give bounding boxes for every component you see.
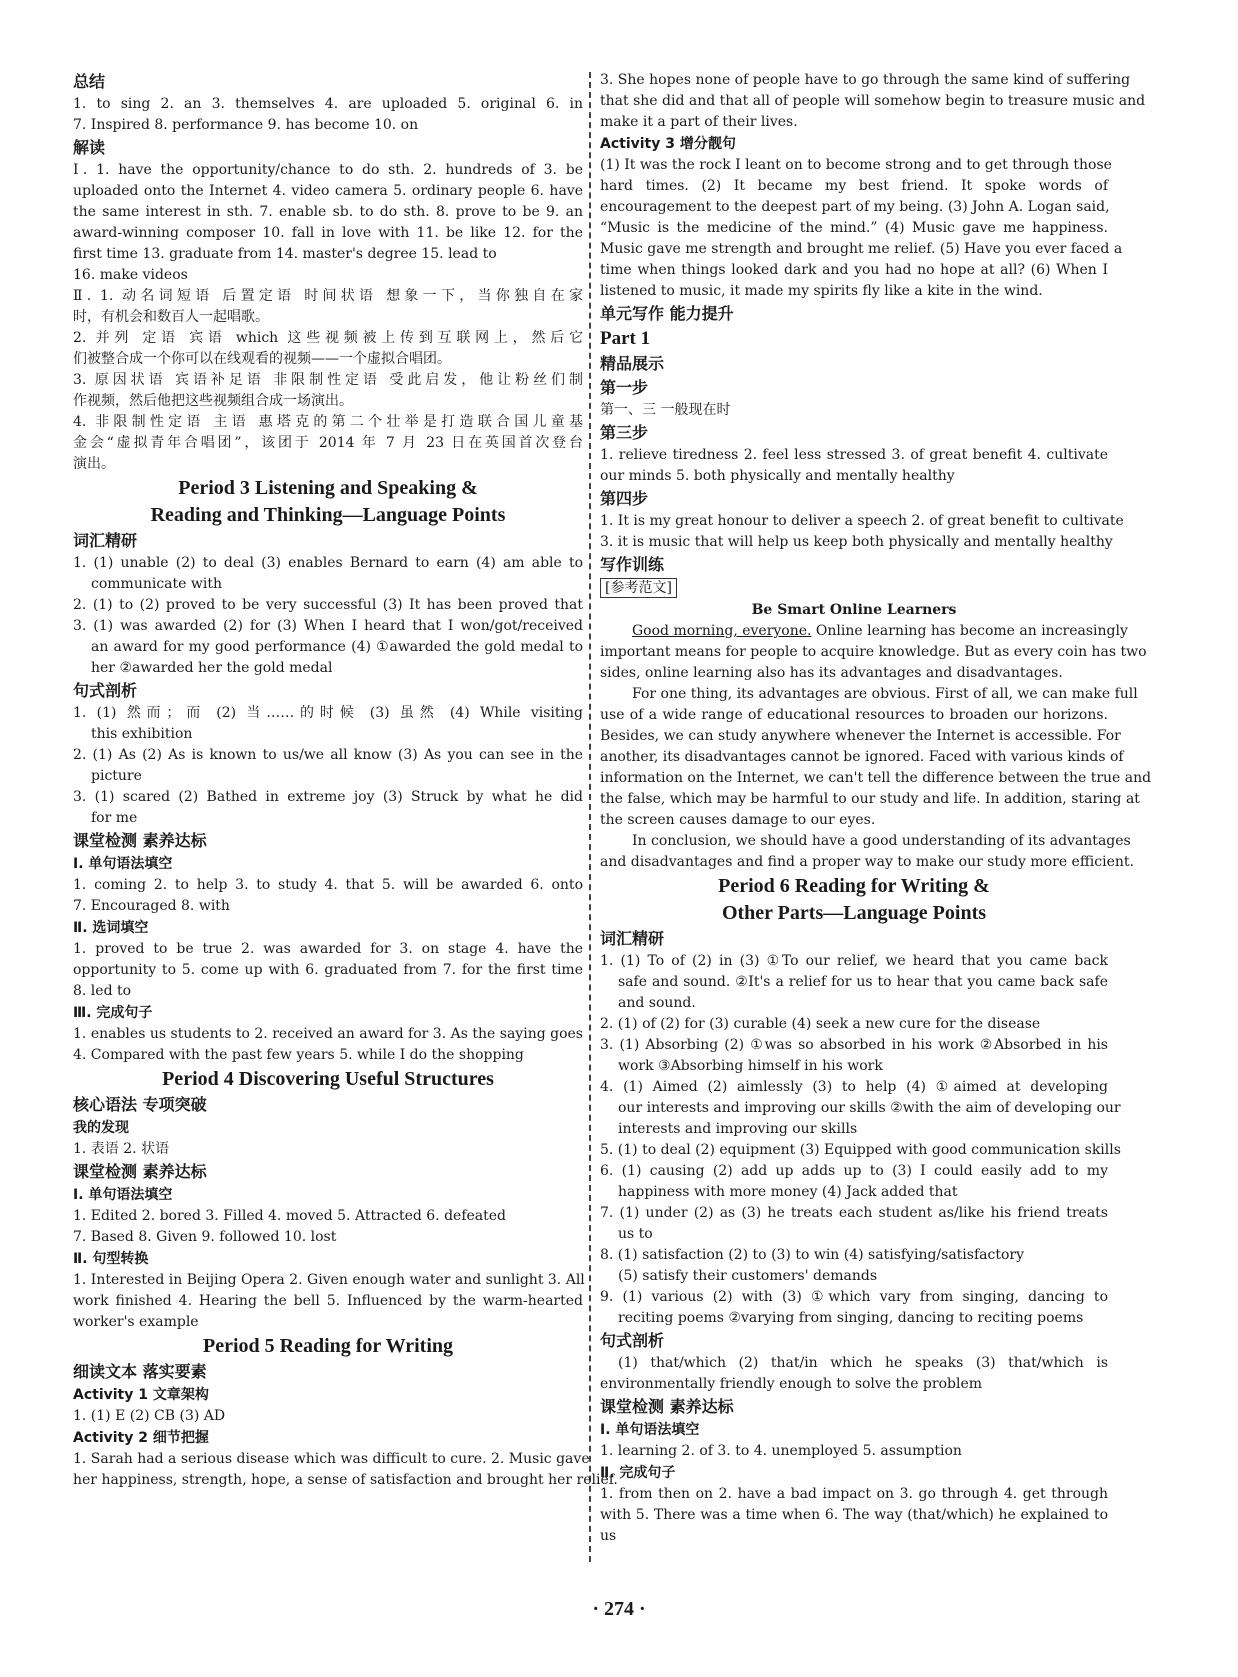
text-line: communicate with [91,576,222,592]
text-line: 7. Inspired 8. performance 9. has become 10. on [73,117,419,133]
activity-heading: Activity 1 文章架构 [73,1387,209,1403]
text-line: 3. (1) scared (2) Bathed in extreme joy (3) Struck by what he did [73,789,583,805]
text-line: first time 13. graduate from 14. master's degree 15. lead to [73,246,497,262]
essay-line: another, its disadvantages cannot be ignored. Faced with various kinds of [600,749,1124,765]
section-heading-danyuan: 单元写作 能力提升 [600,304,734,323]
text-line: worker's example [73,1314,199,1330]
text-line: 7. Based 8. Given 9. followed 10. lost [73,1229,337,1245]
activity-heading: Activity 3 增分靓句 [600,136,736,152]
text-line: 1. Edited 2. bored 3. Filled 4. moved 5. Attracted 6. defeated [73,1208,507,1224]
text-line: Music gave me strength and brought me relief. (5) Have you ever faced a [600,241,1123,257]
text-line: 金会“虚拟青年合唱团”，该团于 2014 年 7 月 23 日在英国首次登台 [73,435,583,451]
text-line: 1. (1) 然而；而 (2) 当……的时候 (3) 虽然 (4) While visiting [73,705,583,721]
essay-title: Be Smart Online Learners [751,602,957,618]
subheading: Ⅰ. 单句语法填空 [73,1187,173,1203]
section-heading-cihui: 词汇精研 [600,929,665,948]
text-line: Ⅰ. 1. have the opportunity/chance to do sth. 2. hundreds of 3. be [73,162,583,178]
text-line: (1) It was the rock I leant on to become strong and to get through those [600,157,1112,173]
text-line: that she did and that all of people will somehow begin to treasure music and [600,93,1146,109]
text-line: 1. relieve tiredness 2. feel less stressed 3. of great benefit 4. cultivate [600,447,1108,463]
text-line: 5. (1) to deal (2) equipment (3) Equipped with good communication skills [600,1142,1121,1158]
text-line: 4. (1) Aimed (2) aimlessly (3) to help (4) ①aimed at developing [600,1079,1108,1095]
step-heading: 第三步 [600,423,649,442]
text-line: 7. Encouraged 8. with [73,898,230,914]
section-heading-cihui: 词汇精研 [73,531,138,550]
text-line: us [600,1528,617,1544]
subheading: Ⅰ. 单句语法填空 [73,856,173,872]
text-line: 1. enables us students to 2. received an award for 3. As the saying goes [73,1026,583,1042]
text-line: safe and sound. ②It's a relief for us to hear that you came back safe [618,974,1108,990]
essay-line: Besides, we can study anywhere whenever the Internet is accessible. For [600,728,1121,744]
text-line: 3. (1) was awarded (2) for (3) When I heard that I won/got/received [73,618,583,634]
section-heading-ketang: 课堂检测 素养达标 [73,831,207,850]
period6-title: Period 6 Reading for Writing & [718,875,990,897]
essay-line: important means for people to acquire knowledge. But as every coin has two [600,644,1147,660]
text-line: 3. (1) Absorbing (2) ①was so absorbed in his work ②Absorbed in his [600,1037,1108,1053]
text-line: (1) that/which (2) that/in which he speaks (3) that/which is [618,1355,1108,1371]
subheading: 我的发现 [73,1120,129,1136]
text-line: 8. led to [73,983,132,999]
text-line: 1. (1) To of (2) in (3) ①To our relief, we heard that you came back [600,953,1108,969]
period3-subtitle: Reading and Thinking—Language Points [150,504,506,526]
text-line: opportunity to 5. come up with 6. graduated from 7. for the first time [73,962,583,978]
text-line: “Music is the medicine of the mind.” (4) Music gave me happiness. [600,220,1108,236]
text-line: 1. to sing 2. an 3. themselves 4. are uploaded 5. original 6. in [73,96,583,112]
text-line: an award for my good performance (4) ①awarded the gold medal to [91,639,583,655]
essay-line: and disadvantages and find a proper way to make our study more efficient. [600,854,1134,870]
subheading: Ⅱ. 句型转换 [73,1251,149,1267]
text-line: us to [618,1226,653,1242]
essay-line: use of a wide range of educational resources to broaden our horizons. [600,707,1108,723]
section-heading-jushi: 句式剖析 [600,1331,665,1350]
text-line: work ③Absorbing himself in his work [618,1058,883,1074]
text-line: 1. 表语 2. 状语 [73,1141,170,1157]
subheading: Ⅱ. 选词填空 [73,920,149,936]
section-heading-jiedu: 解读 [73,138,106,157]
text-line: her happiness, strength, hope, a sense of satisfaction and brought her relief. [73,1472,618,1488]
section-heading-hexin: 核心语法 专项突破 [73,1095,207,1114]
text-line: happiness with more money (4) Jack added that [618,1184,958,1200]
essay-line [600,621,1128,642]
text-line: uploaded onto the Internet 4. video camera 5. ordinary people 6. have [73,183,583,199]
text-line: 1. Interested in Beijing Opera 2. Given enough water and sunlight 3. All [73,1272,585,1288]
left-column [73,70,618,1491]
text-line: environmentally friendly enough to solve the problem [600,1376,983,1392]
text-line: 1. learning 2. of 3. to 4. unemployed 5. assumption [600,1443,962,1459]
text-line: with 5. There was a time when 6. The way (that/which) he explained to [600,1507,1108,1523]
text-line: reciting poems ②varying from singing, dancing to reciting poems [618,1310,1084,1326]
text-line: picture [91,768,142,784]
text-line: 9. (1) various (2) with (3) ①which vary from singing, dancing to [600,1289,1108,1305]
text-line: 1. proved to be true 2. was awarded for 3. on stage 4. have the [73,941,583,957]
subheading: Ⅰ. 单句语法填空 [600,1422,700,1438]
period5-title: Period 5 Reading for Writing [203,1335,453,1357]
text-line: the same interest in sth. 7. enable sb. to do sth. 8. prove to be 9. an [73,204,583,220]
text-line: 1. from then on 2. have a bad impact on 3. go through 4. get through [600,1486,1108,1502]
text-line: 1. (1) E (2) CB (3) AD [73,1408,226,1424]
text-line: 1. (1) unable (2) to deal (3) enables Bernard to earn (4) am able to [73,555,583,571]
text-line: interests and improving our skills [618,1121,858,1137]
text-line: 7. (1) under (2) as (3) he treats each student as/like his friend treats [600,1205,1108,1221]
text-line: 演出。 [73,456,115,472]
column-divider [589,72,591,1562]
section-heading-xiezuo: 写作训练 [600,555,665,574]
step-heading: 第四步 [600,489,649,508]
text-line: and sound. [618,995,696,1011]
step-heading: 第一步 [600,378,649,397]
essay-line: the screen causes damage to our eyes. [600,812,876,828]
section-heading-jingpin: 精品展示 [600,354,665,373]
section-heading-jushi: 句式剖析 [73,681,138,700]
text-line: 4. Compared with the past few years 5. while I do the shopping [73,1047,524,1063]
text-line: (5) satisfy their customers' demands [618,1268,878,1284]
text-line: Ⅱ. 1. 动名词短语 后置定语 时间状语 想象一下，当你独自在家 [73,288,583,304]
text-line: 第一、三 一般现在时 [600,402,731,418]
period6-subtitle: Other Parts—Language Points [721,902,987,924]
essay-line: sides, online learning also has its advantages and disadvantages. [600,665,1063,681]
text-line: 4. 非限制性定语 主语 惠塔克的第二个壮举是打造联合国儿童基 [73,414,583,430]
text-line: 2. (1) As (2) As is known to us/we all know (3) As you can see in the [73,747,583,763]
text-line: encouragement to the deepest part of my being. (3) John A. Logan said, [600,199,1110,215]
text-line: 3. it is music that will help us keep both physically and mentally healthy [600,534,1113,550]
text-line: 2. (1) to (2) proved to be very successful (3) It has been proved that [73,597,583,613]
section-heading-zongjie: 总结 [73,72,106,91]
text-line: work finished 4. Hearing the bell 5. Influenced by the warm-hearted [73,1293,583,1309]
essay-line: In conclusion, we should have a good understanding of its advantages [632,833,1131,849]
text-line: 3. She hopes none of people have to go through the same kind of suffering [600,72,1131,88]
text-line: our interests and improving our skills ②with the aim of developing our [618,1100,1121,1116]
reference-tag: [参考范文] [600,578,677,598]
text-line: her ②awarded her the gold medal [91,660,333,676]
text-line: 1. It is my great honour to deliver a speech 2. of great benefit to cultivate [600,513,1124,529]
essay-text: Online learning has become an increasingly [811,623,1128,639]
activity-heading: Activity 2 细节把握 [73,1430,209,1446]
text-line: 作视频，然后他把这些视频组合成一场演出。 [73,393,353,409]
text-line: time when things looked dark and you had no hope at all? (6) When I [600,262,1108,278]
text-line: our minds 5. both physically and mentally healthy [600,468,955,484]
right-column [600,70,1152,1547]
section-heading-ketang: 课堂检测 素养达标 [600,1397,734,1416]
period4-title: Period 4 Discovering Useful Structures [162,1068,494,1090]
text-line: 们被整合成一个你可以在线观看的视频——一个虚拟合唱团。 [73,351,451,367]
text-line: 1. Sarah had a serious disease which was difficult to cure. 2. Music gave [73,1451,590,1467]
text-line: this exhibition [91,726,193,742]
text-line: 1. coming 2. to help 3. to study 4. that 5. will be awarded 6. onto [73,877,583,893]
text-line: 3. 原因状语 宾语补足语 非限制性定语 受此启发，他让粉丝们制 [73,372,583,388]
essay-line: the false, which may be harmful to our study and life. In addition, staring at [600,791,1140,807]
text-line: 2. (1) of (2) for (3) curable (4) seek a new cure for the disease [600,1016,1041,1032]
page-number: · 274 · [592,1598,646,1620]
text-line: listened to music, it made my spirits fly like a kite in the wind. [600,283,1043,299]
text-line: 时，有机会和数百人一起唱歌。 [73,309,269,325]
text-line: 8. (1) satisfaction (2) to (3) to win (4) satisfying/satisfactory [600,1247,1024,1263]
text-line: hard times. (2) It became my best friend. It spoke words of [600,178,1108,194]
subheading: Ⅱ. 完成句子 [600,1465,676,1481]
text-line: for me [91,810,138,826]
essay-greeting: Good morning, everyone. [632,623,812,639]
text-line: award-winning composer 10. fall in love with 11. be like 12. for the [73,225,583,241]
section-heading-ketang: 课堂检测 素养达标 [73,1162,207,1181]
text-line: make it a part of their lives. [600,114,798,130]
period3-title: Period 3 Listening and Speaking & [178,477,478,499]
text-line: 2. 并列 定语 宾语 which 这些视频被上传到互联网上，然后它 [73,330,583,346]
section-heading-xidu: 细读文本 落实要素 [73,1362,207,1381]
essay-line: For one thing, its advantages are obvious. First of all, we can make full [632,686,1138,702]
essay-line: information on the Internet, we can't tell the difference between the true and [600,770,1152,786]
text-line: 6. (1) causing (2) add up adds up to (3) I could easily add to my [600,1163,1108,1179]
part-heading: Part 1 [600,328,651,349]
text-line: 16. make videos [73,267,188,283]
subheading: Ⅲ. 完成句子 [73,1005,153,1021]
